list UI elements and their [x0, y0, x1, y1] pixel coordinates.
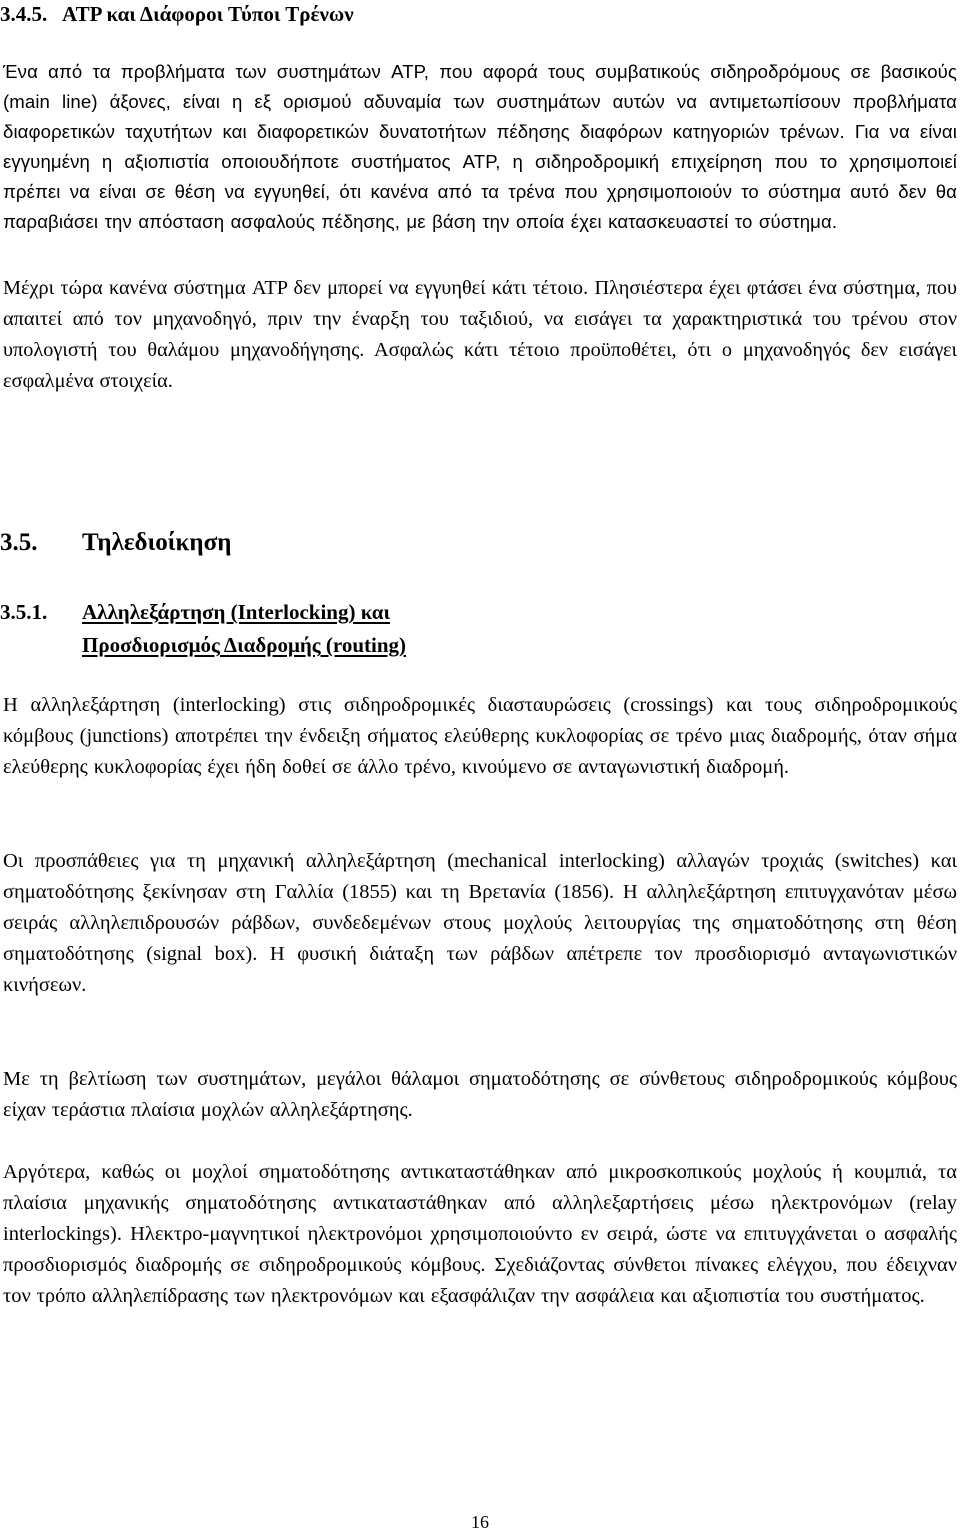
- section-number: 3.4.5.: [0, 2, 48, 26]
- paragraph-interlocking: [3, 690, 957, 783]
- section-heading-3-4-5: [0, 2, 354, 26]
- paragraph-atp-part-3: Μέχρι τώρα κανένα σύστημα ATP δεν μπορεί να εγγυηθεί κάτι τέτοιο. Πλησιέστερα έχει φτάσει ένα σύστημα, που απαιτεί από τον μηχανοδηγό, πριν την έναρξη του ταξιδιού, να εισάγει τα χαρακτηριστικά του τρένου στον υπολογιστή του θαλάμου μηχανοδήγησης. Ασφαλώς κάτι τέτοιο προϋποθέτει, ότι ο μηχανοδηγός δεν εισάγει εσφαλμένα στοιχεία.: [3, 277, 957, 392]
- section-title-line-1: Αλληλεξάρτηση (Interlocking) και: [82, 600, 390, 624]
- section-title: ATP και Διάφοροι Τύποι Τρένων: [62, 2, 354, 26]
- paragraph-interlocking-text: Η αλληλεξάρτηση (interlocking) στις σιδηροδρομικές διασταυρώσεις (crossings) και τους σιδηροδρομικούς κόμβους (junctions) αποτρέπει την ένδειξη σήματος ελεύθερης κυκλοφορίας σε τρένο μιας διαδρομής, όταν σήμα ελεύθερης κυκλοφορίας έχει ήδη δοθεί σε άλλο τρένο, κινούμενο σε ανταγωνιστική διαδρομή.: [3, 694, 957, 778]
- section-heading-3-5-1: [0, 596, 406, 662]
- paragraph-improvement: [3, 1064, 957, 1126]
- paragraph-mechanical-interlocking: [3, 846, 957, 1001]
- section-number: 3.5.1.: [0, 600, 48, 624]
- section-title: Τηλεδιοίκηση: [82, 529, 232, 556]
- section-heading-3-5: [0, 528, 231, 558]
- paragraph-atp-intro: [3, 57, 957, 237]
- paragraph-relay-text: Αργότερα, καθώς οι μοχλοί σηματοδότησης αντικαταστάθηκαν από μικροσκοπικούς μοχλούς ή κουμπιά, τα πλαίσια μηχανικής σηματοδότησης αντικαταστάθηκαν από αλληλεξαρτήσεις μέσω ηλεκτρονόμων (relay interlockings). Ηλεκτρο-μαγνητικοί ηλεκτρονόμοι χρησιμοποιούντο εν σειρά, ώστε να επιτυγχάνεται ο ασφαλής προσδιορισμός διαδρομής σε σιδηροδρομικούς κόμβους. Σχεδιάζοντας σύνθετοι πίνακες ελέγχου, που έδειχναν τον τρόπο αλληλεπίδρασης των ηλεκτρονόμων και εξασφάλιζαν την ασφάλεια και αξιοπιστία του συστήματος.: [3, 1161, 957, 1307]
- paragraph-relay-interlocking: [3, 1157, 957, 1312]
- paragraph-mechanical-text: Οι προσπάθειες για τη μηχανική αλληλεξάρτηση (mechanical interlocking) αλλαγών τροχιάς (switches) και σηματοδότησης ξεκίνησαν στη Γαλλία (1855) και τη Βρετανία (1856). Η αλληλεξάρτηση επιτυγχανόταν μέσω σειράς αλληλεπιδρουσών ράβδων, συνδεδεμένων στους μοχλούς λειτουργίας της σηματοδότησης στη θέση σηματοδότησης (signal box). Η φυσική διάταξη των ράβδων απέτρεπε τον προσδιορισμό ανταγωνιστικών κινήσεων.: [3, 850, 957, 996]
- paragraph-improvement-text: Με τη βελτίωση των συστημάτων, μεγάλοι θάλαμοι σηματοδότησης σε σύνθετους σιδηροδρομικούς κόμβους είχαν τεράστια πλαίσια μοχλών αλληλεξάρτησης.: [3, 1068, 957, 1121]
- page-number: 16: [471, 1512, 489, 1532]
- section-title-line-2: Προσδιορισμός Διαδρομής (routing): [82, 633, 407, 657]
- paragraph-atp-continuation: [3, 273, 957, 397]
- paragraph-atp-part-1: Ένα από τα προβλήματα των συστημάτων ATP, που αφορά τους συμβατικούς σιδηροδρόμους σε βασικούς (main line) άξονες, είναι η εξ ορισμού αδυναμία των συστημάτων αυτών να αντιμετωπίσουν προβλήματα διαφορετικών ταχυτήτων και διαφορετικών δυνατοτήτων πέδησης διαφόρων κατηγοριών τρένων.: [3, 61, 957, 142]
- section-number: 3.5.: [0, 529, 38, 556]
- paragraph-atp-part-2: Για να είναι εγγυημένη η αξιοπιστία οποιουδήποτε συστήματος ATP, η σιδηροδρομική επιχείρηση που το χρησιμοποιεί πρέπει να είναι σε θέση να εγγυηθεί, ότι κανένα από τα τρένα που χρησιμοποιούν το σύστημα αυτό δεν θα παραβιάσει την απόσταση ασφαλούς πέδησης, με βάση την οποία έχει κατασκευαστεί το σύστημα.: [3, 121, 958, 232]
